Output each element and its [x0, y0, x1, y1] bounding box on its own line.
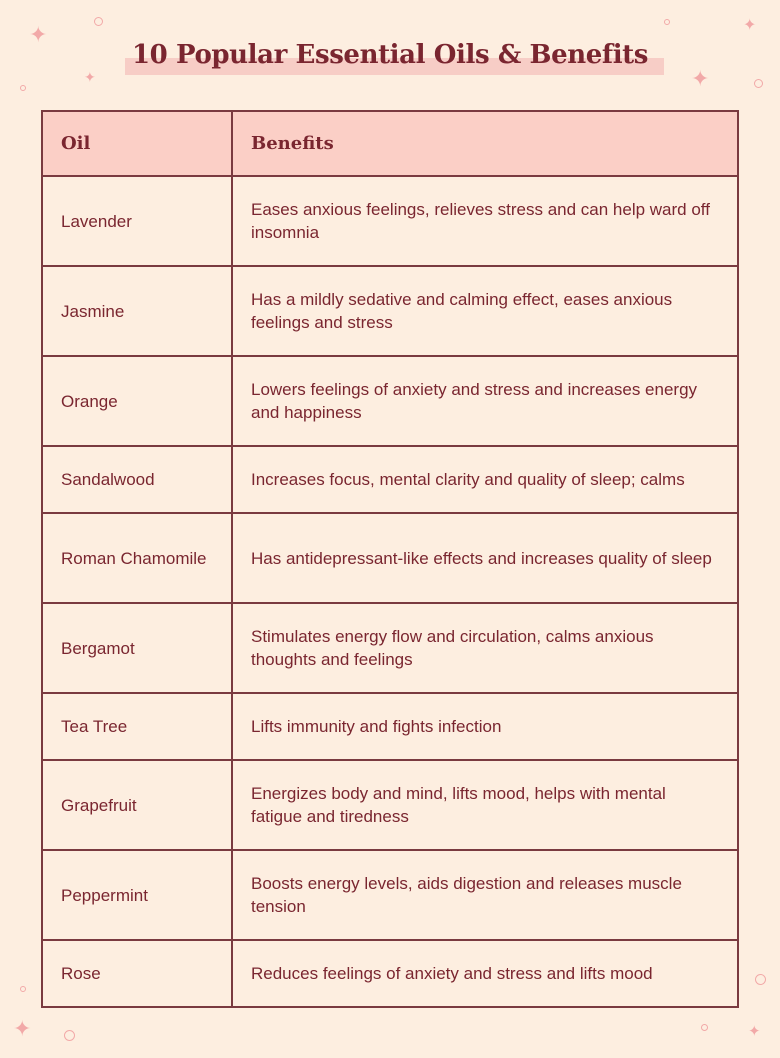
oil-name-cell: Tea Tree	[42, 693, 232, 760]
benefit-cell: Has antidepressant-like effects and increases quality of sleep	[232, 513, 738, 603]
benefit-cell: Stimulates energy flow and circulation, calms anxious thoughts and feelings	[232, 603, 738, 693]
column-header-oil: Oil	[42, 111, 232, 176]
oil-name-cell: Peppermint	[42, 850, 232, 940]
sparkle-icon: ✦	[748, 1023, 761, 1040]
benefit-cell: Lowers feelings of anxiety and stress and increases energy and happiness	[232, 356, 738, 446]
circle-icon	[20, 85, 26, 91]
circle-icon	[20, 986, 26, 992]
table-row	[42, 513, 738, 603]
table-row	[42, 693, 738, 760]
benefit-cell: Energizes body and mind, lifts mood, helps with mental fatigue and tiredness	[232, 760, 738, 850]
benefit-cell: Has a mildly sedative and calming effect, eases anxious feelings and stress	[232, 266, 738, 356]
oil-name-cell: Lavender	[42, 176, 232, 266]
table-row	[42, 760, 738, 850]
table-row	[42, 356, 738, 446]
sparkle-icon: ✦	[13, 1016, 32, 1041]
benefit-cell: Boosts energy levels, aids digestion and releases muscle tension	[232, 850, 738, 940]
title-block	[0, 36, 780, 76]
column-header-benefits: Benefits	[232, 111, 738, 176]
benefit-cell: Reduces feelings of anxiety and stress and lifts mood	[232, 940, 738, 1007]
oil-name-cell: Rose	[42, 940, 232, 1007]
circle-icon	[64, 1030, 75, 1041]
sparkle-icon: ✦	[743, 17, 757, 34]
sparkle-icon: ✦	[29, 22, 48, 47]
oil-name-cell: Jasmine	[42, 266, 232, 356]
benefit-cell: Eases anxious feelings, relieves stress and can help ward off insomnia	[232, 176, 738, 266]
circle-icon	[94, 17, 103, 26]
table-row	[42, 176, 738, 266]
table-row	[42, 940, 738, 1007]
table-row	[42, 266, 738, 356]
oils-table	[41, 110, 739, 1008]
oil-name-cell: Sandalwood	[42, 446, 232, 513]
benefit-cell: Lifts immunity and fights infection	[232, 693, 738, 760]
oil-name-cell: Orange	[42, 356, 232, 446]
table-row	[42, 850, 738, 940]
sparkle-icon: ✦	[691, 66, 710, 91]
oil-name-cell: Bergamot	[42, 603, 232, 693]
circle-icon	[755, 974, 766, 985]
sparkle-icon: ✦	[84, 69, 96, 85]
table-row	[42, 446, 738, 513]
table-header-row	[42, 111, 738, 176]
circle-icon	[754, 79, 763, 88]
circle-icon	[664, 19, 670, 25]
benefit-cell: Increases focus, mental clarity and quality of sleep; calms	[232, 446, 738, 513]
oil-name-cell: Grapefruit	[42, 760, 232, 850]
table-row	[42, 603, 738, 693]
page-title: 10 Popular Essential Oils & Benefits	[131, 40, 649, 70]
oil-name-cell: Roman Chamomile	[42, 513, 232, 603]
circle-icon	[701, 1024, 708, 1031]
